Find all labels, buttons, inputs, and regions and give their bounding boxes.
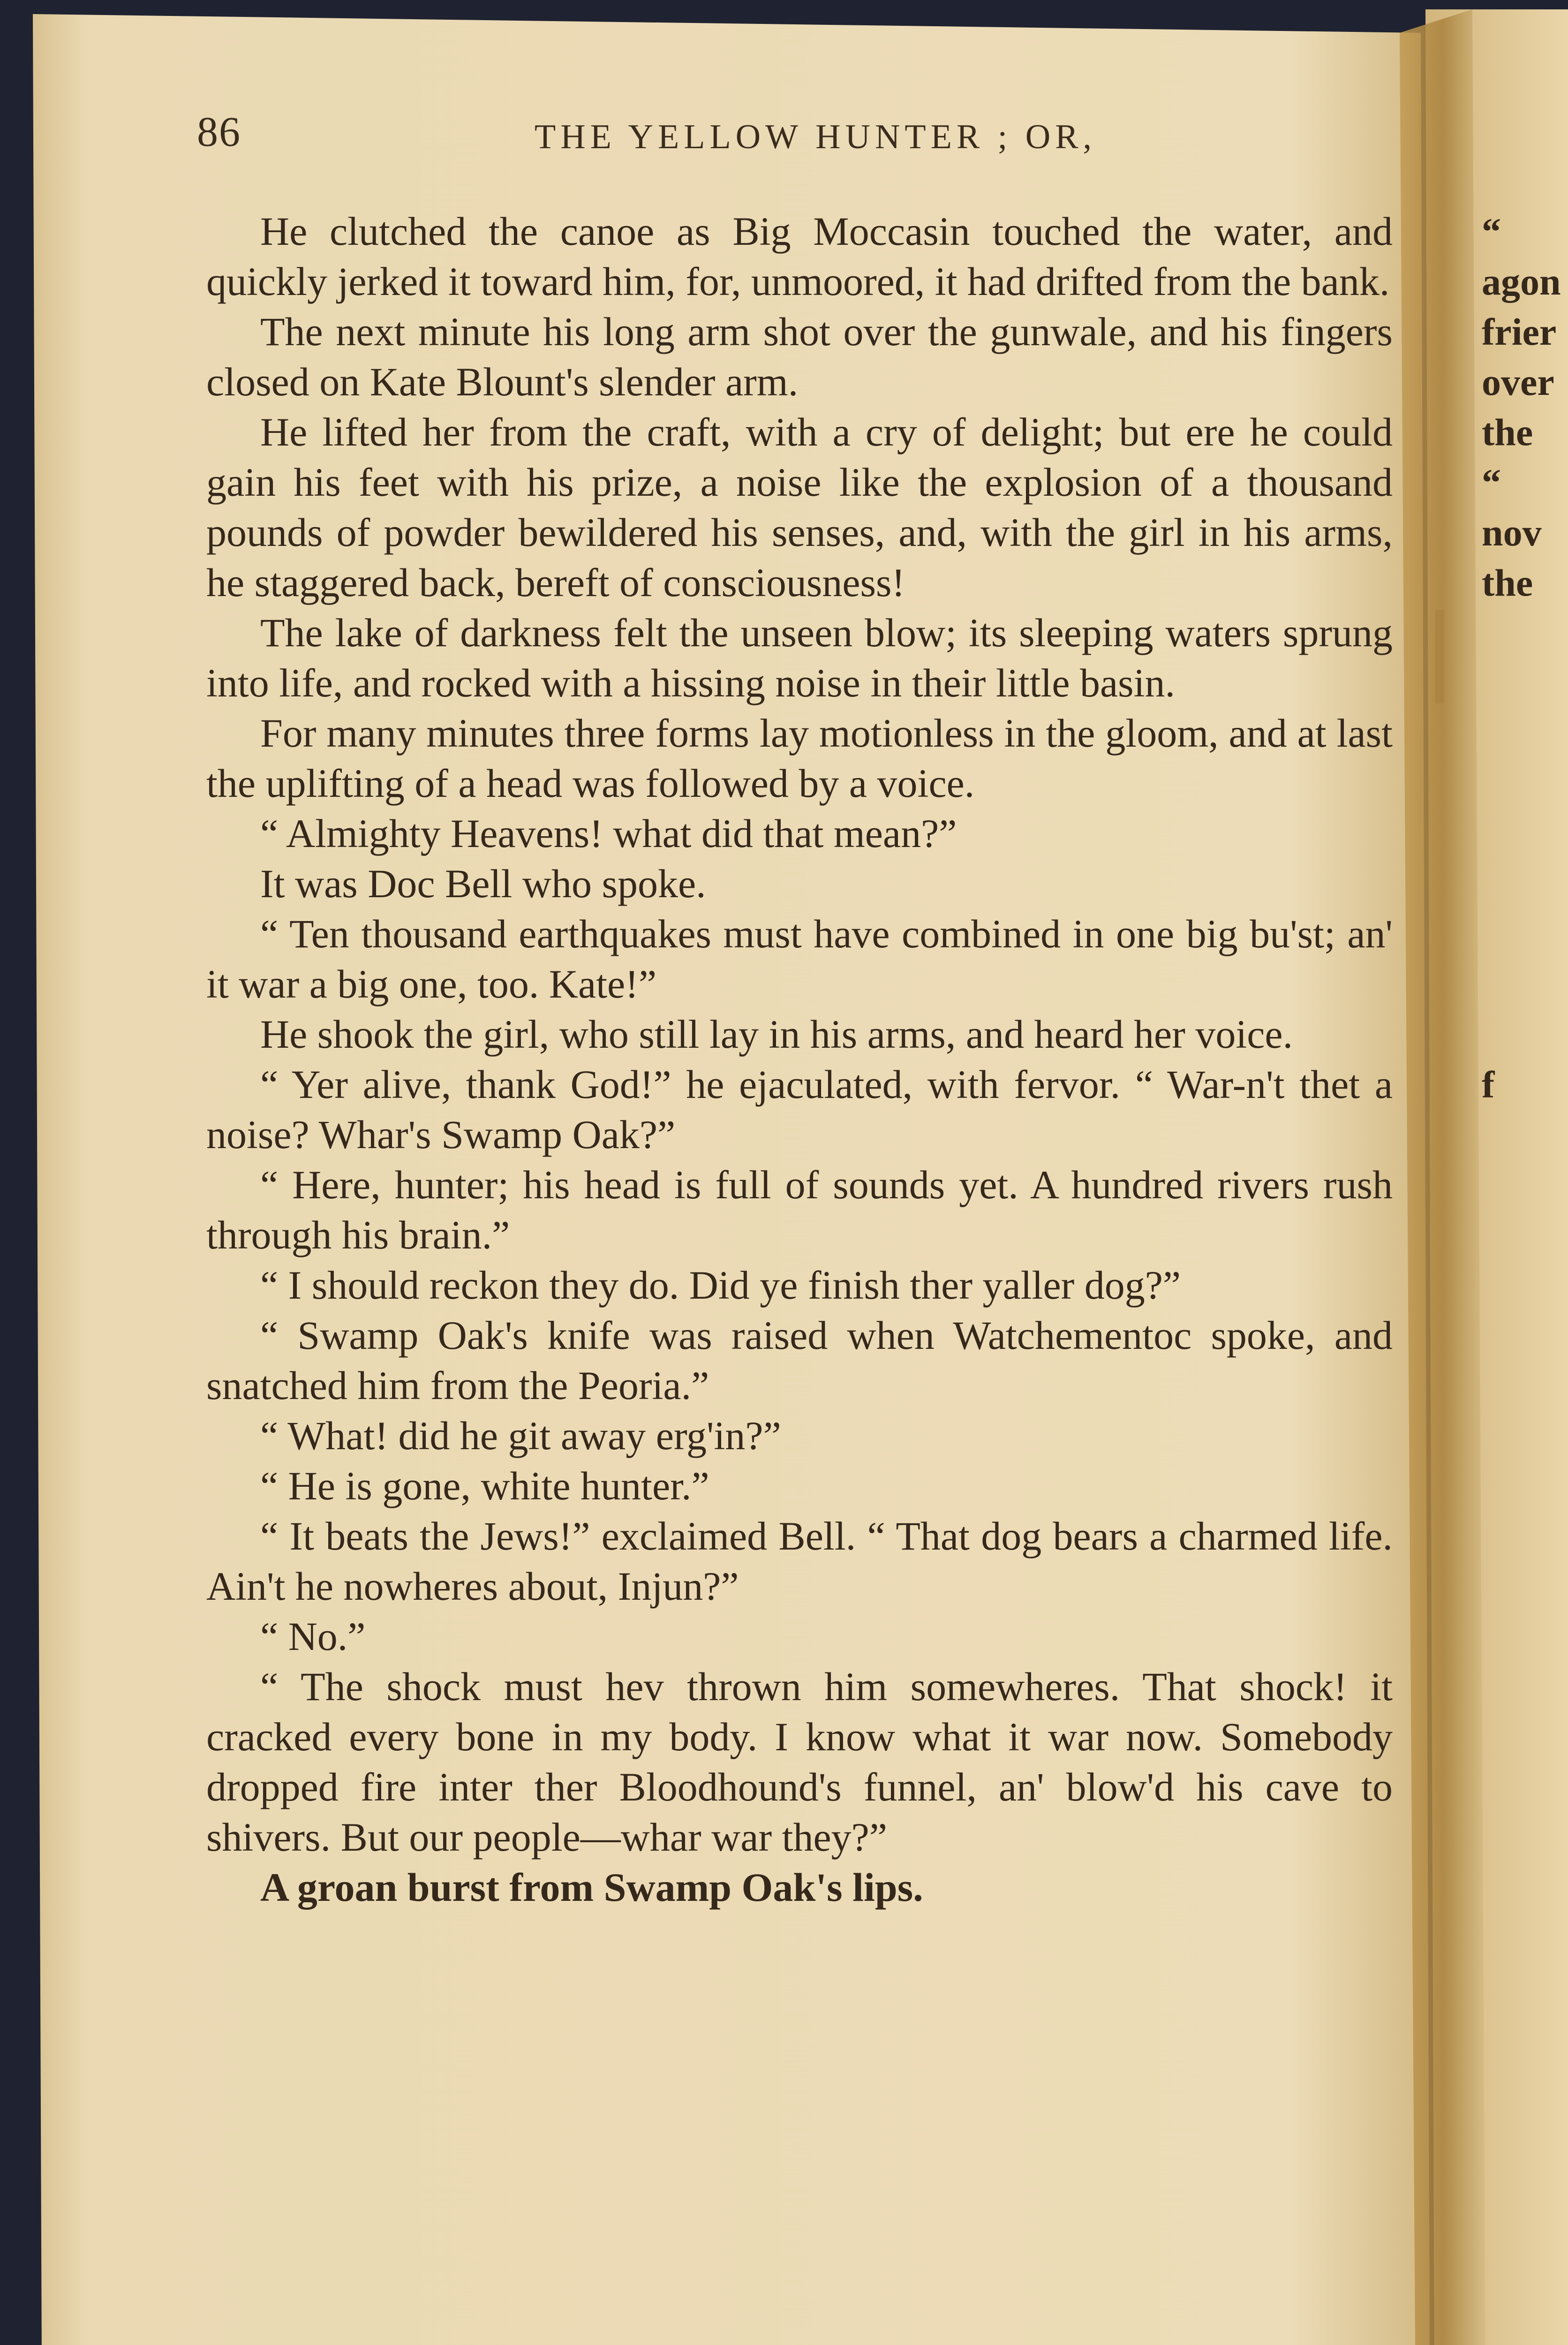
paragraph: “ I should reckon they do. Did ye finish ther yaller dog?” [260, 1263, 1181, 1308]
paragraph: “ Yer alive, thank God!” he ejaculated, with fervor. “ War-n't thet a noise? Whar's Swamp Oak?” [206, 1062, 1393, 1157]
paragraph: The next minute his long arm shot over the gunwale, and his fingers closed on Kate Blount's slender arm. [206, 309, 1393, 404]
paragraph: “ Almighty Heavens! what did that mean?” [260, 811, 957, 856]
paragraph: The lake of darkness felt the unseen blow; its sleeping waters sprung into life, and rocked with a hissing noise in their little basin. [206, 610, 1393, 705]
facing-line: agon [1482, 260, 1561, 303]
running-head [197, 108, 1397, 169]
paragraph: For many minutes three forms lay motionless in the gloom, and at last the uplifting of a head was followed by a voice. [206, 711, 1393, 806]
body-text [206, 206, 1393, 1913]
paragraph: “ No.” [260, 1614, 366, 1659]
facing-line: “ [1482, 210, 1501, 253]
paragraph: “ The shock must hev thrown him somewheres. That shock! it cracked every bone in my body. I know what it war now. Somebody dropped fire inter ther Bloodhound's funnel, an' blow'd his cave to shivers. But our people—whar war they?” [206, 1664, 1393, 1860]
facing-line: over [1482, 361, 1554, 403]
paragraph: It was Doc Bell who spoke. [260, 861, 706, 906]
facing-line [1482, 708, 1561, 758]
facing-line: “ [1482, 461, 1501, 504]
paragraph: “ What! did he git away erg'in?” [260, 1413, 781, 1458]
paragraph: “ Here, hunter; his head is full of sounds yet. A hundred rivers rush through his brain.” [206, 1162, 1393, 1257]
facing-line [1482, 959, 1561, 1009]
paragraph: “ Swamp Oak's knife was raised when Watchementoc spoke, and snatched him from the Peoria.” [206, 1313, 1393, 1408]
paragraph: He lifted her from the craft, with a cry of delight; but ere he could gain his feet with his prize, a noise like the explosion of a thousand pounds of powder bewildered his senses, and, with the girl in his arms, he staggered back, bereft of consciousness! [206, 409, 1393, 605]
paragraph: “ Ten thousand earthquakes must have combined in one big bu'st; an' it war a big one, too. Kate!” [206, 911, 1393, 1006]
facing-line [1482, 658, 1561, 708]
facing-line: frier [1482, 310, 1557, 353]
paragraph: He clutched the canoe as Big Moccasin touched the water, and quickly jerked it toward him, for, unmoored, it had drifted from the bank. [206, 209, 1393, 304]
facing-page-text [1482, 206, 1561, 1097]
facing-line [1482, 809, 1561, 859]
paragraph: “ He is gone, white hunter.” [260, 1463, 709, 1508]
paragraph: A groan burst from Swamp Oak's lips. [260, 1865, 923, 1910]
facing-line: f [1482, 1063, 1495, 1097]
facing-line [1482, 909, 1561, 959]
page-number: 86 [197, 109, 241, 155]
running-head-title: THE YELLOW HUNTER ; OR, [535, 118, 1097, 156]
facing-line [1482, 1009, 1561, 1059]
facing-line: the [1482, 561, 1533, 604]
facing-line [1482, 758, 1561, 809]
facing-line: the [1482, 411, 1533, 454]
facing-line [1482, 859, 1561, 909]
facing-line: nov [1482, 511, 1542, 554]
facing-line [1482, 608, 1561, 658]
paragraph: He shook the girl, who still lay in his arms, and heard her voice. [260, 1012, 1293, 1057]
paragraph: “ It beats the Jews!” exclaimed Bell. “ That dog bears a charmed life. Ain't he nowheres about, Injun?” [206, 1513, 1393, 1609]
